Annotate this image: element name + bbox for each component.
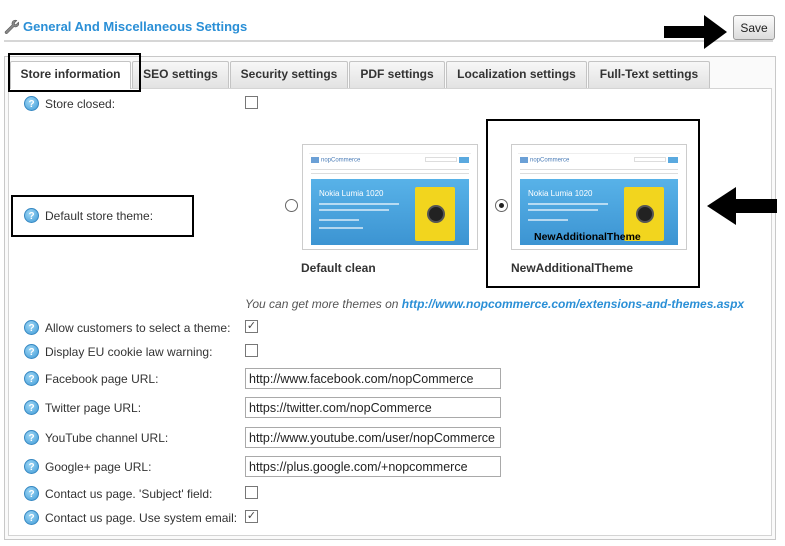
facebook-url-input[interactable] — [245, 368, 501, 389]
contact-system-email-label: Contact us page. Use system email: — [45, 511, 238, 525]
tab-pdf-settings[interactable]: PDF settings — [349, 61, 445, 88]
more-themes-text: You can get more themes on — [245, 297, 399, 311]
help-icon[interactable]: ? — [24, 510, 39, 525]
preview-logo: nopCommerce — [520, 157, 569, 164]
preview-caption: NewAdditionalTheme — [534, 231, 641, 243]
preview-banner-title: Nokia Lumia 1020 — [528, 189, 593, 198]
preview-search-button — [459, 157, 469, 163]
store-closed-checkbox[interactable] — [245, 96, 258, 109]
preview-header-bar — [518, 148, 680, 154]
help-icon[interactable]: ? — [24, 320, 39, 335]
tab-full-text-settings[interactable]: Full-Text settings — [588, 61, 710, 88]
help-icon[interactable]: ? — [24, 96, 39, 111]
help-icon[interactable]: ? — [24, 459, 39, 474]
twitter-label: Twitter page URL: — [45, 401, 142, 415]
youtube-label: YouTube channel URL: — [45, 431, 169, 445]
tab-seo-settings[interactable]: SEO settings — [132, 61, 229, 88]
preview-text-line — [528, 203, 608, 205]
theme-preview-new-additional[interactable] — [511, 144, 687, 250]
tab-security-settings[interactable]: Security settings — [230, 61, 348, 88]
googleplus-url-input[interactable] — [245, 456, 501, 477]
preview-header-bar — [309, 148, 471, 154]
twitter-url-input[interactable] — [245, 397, 501, 418]
preview-text-line — [319, 203, 399, 205]
help-icon[interactable]: ? — [24, 371, 39, 386]
preview-banner — [311, 179, 469, 245]
theme-name-new-additional: NewAdditionalTheme — [511, 261, 634, 275]
theme-preview-default-clean[interactable] — [302, 144, 478, 250]
preview-text-line — [319, 219, 359, 221]
preview-text-line — [528, 219, 568, 221]
preview-search-button — [668, 157, 678, 163]
facebook-label: Facebook page URL: — [45, 372, 159, 386]
allow-theme-select-label: Allow customers to select a theme: — [45, 321, 231, 335]
preview-menu-bar — [311, 169, 469, 174]
wrench-icon — [4, 19, 20, 35]
youtube-url-input[interactable] — [245, 427, 501, 448]
preview-search-box — [634, 157, 666, 162]
preview-logo: nopCommerce — [311, 157, 360, 164]
preview-text-line — [319, 209, 389, 211]
contact-subject-checkbox[interactable] — [245, 486, 258, 499]
tab-store-information[interactable]: Store information — [10, 61, 131, 89]
preview-text-line — [528, 209, 598, 211]
more-themes-note — [245, 297, 744, 311]
theme-radio-new-additional[interactable] — [495, 199, 508, 212]
preview-text-line — [319, 227, 363, 229]
preview-menu-bar — [520, 169, 678, 174]
header-divider — [4, 40, 773, 42]
tab-localization-settings[interactable]: Localization settings — [446, 61, 587, 88]
help-icon[interactable]: ? — [24, 430, 39, 445]
googleplus-label: Google+ page URL: — [45, 460, 152, 474]
preview-phone-image — [415, 187, 455, 241]
contact-system-email-checkbox[interactable]: ✓ — [246, 510, 257, 522]
help-icon[interactable]: ? — [24, 400, 39, 415]
allow-theme-select-checkbox[interactable]: ✓ — [246, 320, 257, 332]
theme-radio-default-clean[interactable] — [285, 199, 298, 212]
eu-cookie-checkbox[interactable] — [245, 344, 258, 357]
contact-subject-label: Contact us page. 'Subject' field: — [45, 487, 213, 501]
default-theme-label: Default store theme: — [45, 209, 154, 223]
arrow-left-icon — [706, 186, 778, 226]
preview-banner-title: Nokia Lumia 1020 — [319, 189, 384, 198]
eu-cookie-label: Display EU cookie law warning: — [45, 345, 213, 359]
more-themes-link[interactable]: http://www.nopcommerce.com/extensions-and-themes.aspx — [401, 297, 745, 311]
store-closed-label: Store closed: — [45, 97, 116, 111]
arrow-right-icon — [664, 14, 728, 50]
help-icon[interactable]: ? — [24, 344, 39, 359]
page-title: General And Miscellaneous Settings — [23, 19, 248, 34]
save-button[interactable]: Save — [733, 15, 775, 40]
preview-search-box — [425, 157, 457, 162]
theme-name-default-clean: Default clean — [301, 261, 376, 275]
help-icon[interactable]: ? — [24, 208, 39, 223]
help-icon[interactable]: ? — [24, 486, 39, 501]
